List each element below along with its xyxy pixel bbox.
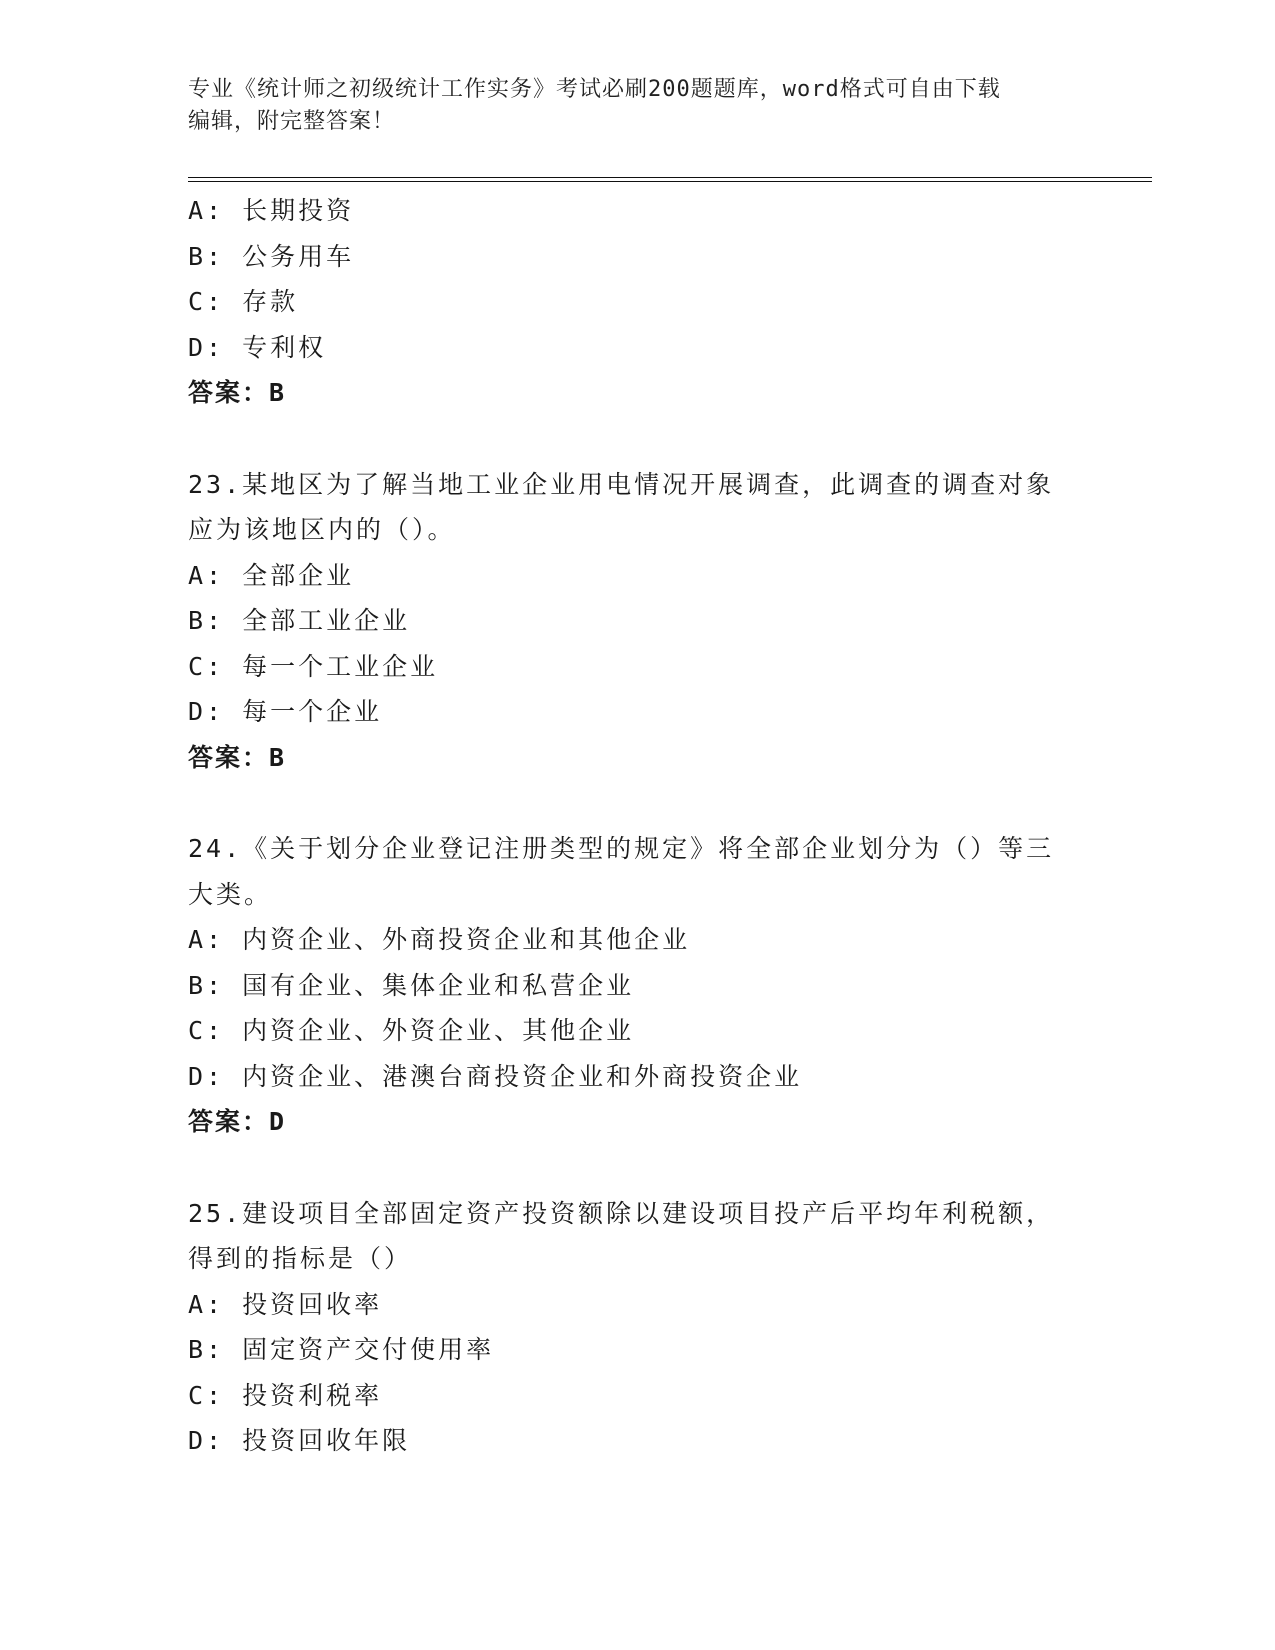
option-d bbox=[188, 689, 1108, 735]
option-d bbox=[188, 1054, 1108, 1100]
answer-label: 答案： bbox=[188, 378, 270, 407]
answer-line bbox=[188, 735, 1108, 781]
option-c bbox=[188, 279, 1108, 325]
header-line-1: 专业《统计师之初级统计工作实务》考试必刷200题题库，word格式可自由下载 bbox=[188, 77, 1001, 102]
option-label: A: bbox=[188, 925, 225, 954]
option-label: C: bbox=[188, 1380, 225, 1410]
question-23 bbox=[188, 462, 1108, 781]
answer-label: 答案： bbox=[188, 742, 270, 772]
question-text-line-2: 大类。 bbox=[188, 879, 273, 909]
option-text: 全部企业 bbox=[242, 560, 355, 590]
option-d bbox=[188, 325, 1108, 371]
option-text: 每一个企业 bbox=[242, 697, 383, 726]
option-label: A: bbox=[188, 196, 225, 225]
option-text: 内资企业、港澳台商投资企业和外商投资企业 bbox=[242, 1061, 803, 1091]
question-list bbox=[188, 188, 1108, 1464]
spacer bbox=[188, 780, 1108, 826]
option-text: 全部工业企业 bbox=[242, 606, 411, 635]
option-text: 投资回收率 bbox=[242, 1289, 383, 1319]
option-text: 公务用车 bbox=[242, 241, 355, 271]
question-24 bbox=[188, 826, 1108, 1145]
option-text: 固定资产交付使用率 bbox=[242, 1335, 495, 1364]
question-text-line-1: 25.建设项目全部固定资产投资额除以建设项目投产后平均年利税额， bbox=[188, 1198, 1055, 1228]
header-divider-bottom bbox=[188, 181, 1152, 182]
option-b bbox=[188, 963, 1108, 1009]
option-text: 专利权 bbox=[242, 332, 327, 362]
option-label: C: bbox=[188, 651, 225, 681]
option-c bbox=[188, 1008, 1108, 1054]
answer-value: D bbox=[269, 1107, 287, 1136]
answer-line bbox=[188, 1099, 1108, 1145]
option-text: 投资回收年限 bbox=[242, 1426, 411, 1455]
spacer bbox=[188, 1145, 1108, 1191]
option-text: 国有企业、集体企业和私营企业 bbox=[242, 970, 635, 1000]
option-c bbox=[188, 644, 1108, 690]
option-label: D: bbox=[188, 697, 225, 726]
answer-value: B bbox=[269, 742, 287, 772]
question-22-options bbox=[188, 188, 1108, 416]
option-a bbox=[188, 1282, 1108, 1328]
option-text: 投资利税率 bbox=[242, 1380, 383, 1410]
option-label: B: bbox=[188, 606, 225, 635]
option-a bbox=[188, 553, 1108, 599]
option-d bbox=[188, 1418, 1108, 1464]
option-text: 存款 bbox=[242, 287, 299, 316]
question-text-line-2: 应为该地区内的（）。 bbox=[188, 515, 456, 544]
option-label: C: bbox=[188, 1016, 225, 1045]
option-label: B: bbox=[188, 241, 225, 271]
answer-value: B bbox=[269, 378, 287, 407]
option-text: 每一个工业企业 bbox=[242, 651, 439, 681]
option-label: B: bbox=[188, 970, 225, 1000]
spacer bbox=[188, 416, 1108, 462]
document-header bbox=[188, 74, 1068, 138]
option-label: A: bbox=[188, 1289, 225, 1319]
option-label: B: bbox=[188, 1335, 225, 1364]
question-text-line-1: 23.某地区为了解当地工业企业用电情况开展调查，此调查的调查对象 bbox=[188, 469, 1055, 499]
option-b bbox=[188, 1327, 1108, 1373]
question-25 bbox=[188, 1191, 1108, 1464]
option-c bbox=[188, 1373, 1108, 1419]
answer-line bbox=[188, 370, 1108, 416]
option-text: 内资企业、外商投资企业和其他企业 bbox=[242, 925, 691, 954]
question-text-line-1: 24.《关于划分企业登记注册类型的规定》将全部企业划分为（）等三 bbox=[188, 834, 1055, 863]
option-a bbox=[188, 917, 1108, 963]
option-text: 长期投资 bbox=[242, 196, 355, 225]
option-label: D: bbox=[188, 1426, 225, 1455]
header-divider-top bbox=[188, 177, 1152, 178]
option-text: 内资企业、外资企业、其他企业 bbox=[242, 1016, 635, 1045]
option-label: D: bbox=[188, 332, 225, 362]
option-b bbox=[188, 234, 1108, 280]
header-line-2: 编辑，附完整答案！ bbox=[188, 109, 396, 134]
option-label: D: bbox=[188, 1061, 225, 1091]
answer-label: 答案： bbox=[188, 1107, 270, 1136]
option-label: C: bbox=[188, 287, 225, 316]
option-a bbox=[188, 188, 1108, 234]
option-label: A: bbox=[188, 560, 225, 590]
option-b bbox=[188, 598, 1108, 644]
question-text-line-2: 得到的指标是（） bbox=[188, 1244, 413, 1273]
